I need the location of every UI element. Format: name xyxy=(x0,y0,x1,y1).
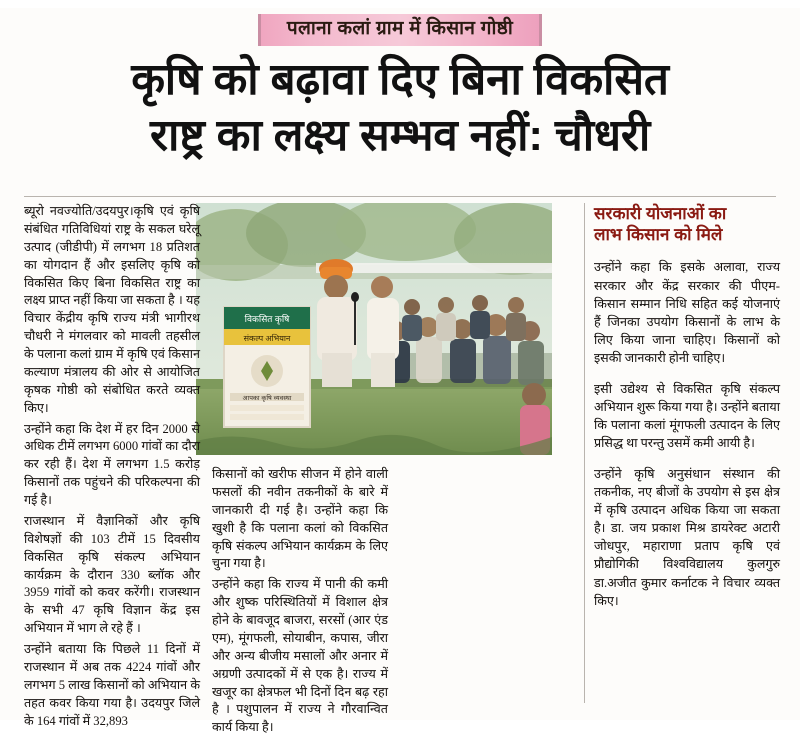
paragraph: इसी उद्येश्य से विकसित कृषि संकल्प अभियान शुरू किया गया है। उन्होंने बताया कि पलाना कलां मूंगफली उत्पादन के लिए प्रसिद्ध था परन्तु उसमें कमी आयी है। xyxy=(594,381,780,451)
paragraph: उन्होंने कहा कि इसके अलावा, राज्य सरकार और केंद्र सरकार की पीएम-किसान सम्मान निधि सहित कई योजनाएं हैं जिनका उपयोग किसानों के लाभ के लिए किया जाना चाहिए। किसानों को इसकी जानकारी होनी चाहिए। xyxy=(594,260,780,366)
sidebar-heading-line-1: सरकारी योजनाओं का xyxy=(594,204,727,223)
svg-text:संकल्प अभियान: संकल्प अभियान xyxy=(243,334,291,343)
kicker-banner-wrap xyxy=(0,14,800,46)
headline-line-1: कृषि को बढ़ावा दिए बिना विकसित xyxy=(131,55,669,104)
sidebar-column xyxy=(594,203,780,622)
article-body xyxy=(24,203,780,735)
paragraph: उन्होंने कहा कि देश में हर दिन 2000 से अधिक टीमें लगभग 6000 गांवों का दौरा कर रही हैं। देश में लगभग 1.5 करोड़ किसानों तक पहुंचने की परिकल्पना की गई है। xyxy=(24,421,200,507)
sidebar-body xyxy=(594,258,780,609)
page-top-trim xyxy=(0,0,800,8)
paragraph: उन्होंने बताया कि पिछले 11 दिनों में राजस्थान में अब तक 4224 गांवों और लगभग 5 लाख किसानों को अभियान के तहत कवर किया गया है। उदयपुर जिले के 164 गांवों में 32,893 xyxy=(24,642,200,728)
sidebar-heading xyxy=(594,203,780,246)
paragraph: राजस्थान में वैज्ञानिकों और कृषि विशेषज्ञों की 103 टीमें 15 दिवसीय विकसित कृषि संकल्प अभियान कार्यक्रम के दौरान 330 ब्लॉक और 3959 गांवों को कवर करेंगी। राजस्थान के सभी 47 कृषि विज्ञान केंद्र इस अभियान में भाग ले रहे हैं । xyxy=(24,513,200,636)
svg-text:आपका कृषि व्यवस्था: आपका कृषि व्यवस्था xyxy=(242,395,292,402)
paragraph: उन्होंने कृषि अनुसंधान संस्थान की तकनीक, नए बीजों के उपयोग से इस क्षेत्र में कृषि उत्पादन अधिक किया जा सकता है। डा. जय प्रकाश मिश्र डायरेक्ट अटारी जोधपुर, महाराणा प्रताप कृषि एवं प्रौद्योगिकी विश्वविद्यालय कुलगुरु डा.अजीत कुमार कर्नाटक ने विचार व्यक्त किए। xyxy=(594,466,780,608)
sidebar-heading-line-2: लाभ किसान को मिले xyxy=(594,225,723,245)
paragraph: उन्होंने कहा कि राज्य में पानी की कमी और शुष्क परिस्थितियों में विशाल क्षेत्र होने के बावजूद बाजरा, सरसों (आर एंड एम), मूंगफली, सोयाबीन, कपास, जीरा और अन्य बीजीय मसालों और अनार में अग्रणी उत्पादकों में से एक है। राज्य में खजूर का क्षेत्रफल भी दिनों दिन बढ़ रहा है । पशुपालन में राज्य ने गौरवान्वित कार्य किया है। xyxy=(212,577,388,735)
kicker-banner: पलाना कलां ग्राम में किसान गोष्ठी xyxy=(258,14,542,46)
sidebar-divider xyxy=(584,203,585,703)
headline-rule xyxy=(24,196,776,197)
text-column-1 xyxy=(24,203,200,733)
paragraph: ब्यूरो नवज्योति/उदयपुर।कृषि एवं कृषि संबंधित गतिविधियां राष्ट्र के सकल घरेलू उत्पाद (जीडीपी) में लगभग 18 प्रतिशत का योगदान हैं और इसलिए कृषि को विकसित किए बिना विकसित राष्ट्र का लक्ष्य प्राप्त नहीं किया जा सकता है । यह विचार केंद्रीय कृषि राज्य मंत्री भागीरथ चौधरी ने मंगलवार को मावली तहसील के पलाना कलां ग्राम में कृषि एवं किसान कल्याण मंत्रालय की ओर से आयोजित कृषक गोष्ठी को संबोधित करते व्यक्त किए। xyxy=(24,204,200,415)
text-column-2 xyxy=(212,466,388,740)
page-title xyxy=(24,52,776,165)
svg-text:विकसित कृषि: विकसित कृषि xyxy=(244,314,290,324)
paragraph: किसानों को खरीफ सीजन में होने वाली फसलों की नवीन तकनीकों के बारे में जानकारी दी गई है। उन्होंने कहा कि खुशी है कि पलाना कलां को विकसित कृषि संकल्प अभियान कार्यक्रम के लिए चुना गया है। xyxy=(212,467,388,571)
headline-line-2: राष्ट्र का लक्ष्य सम्भव नहीं: चौधरी xyxy=(149,111,651,161)
